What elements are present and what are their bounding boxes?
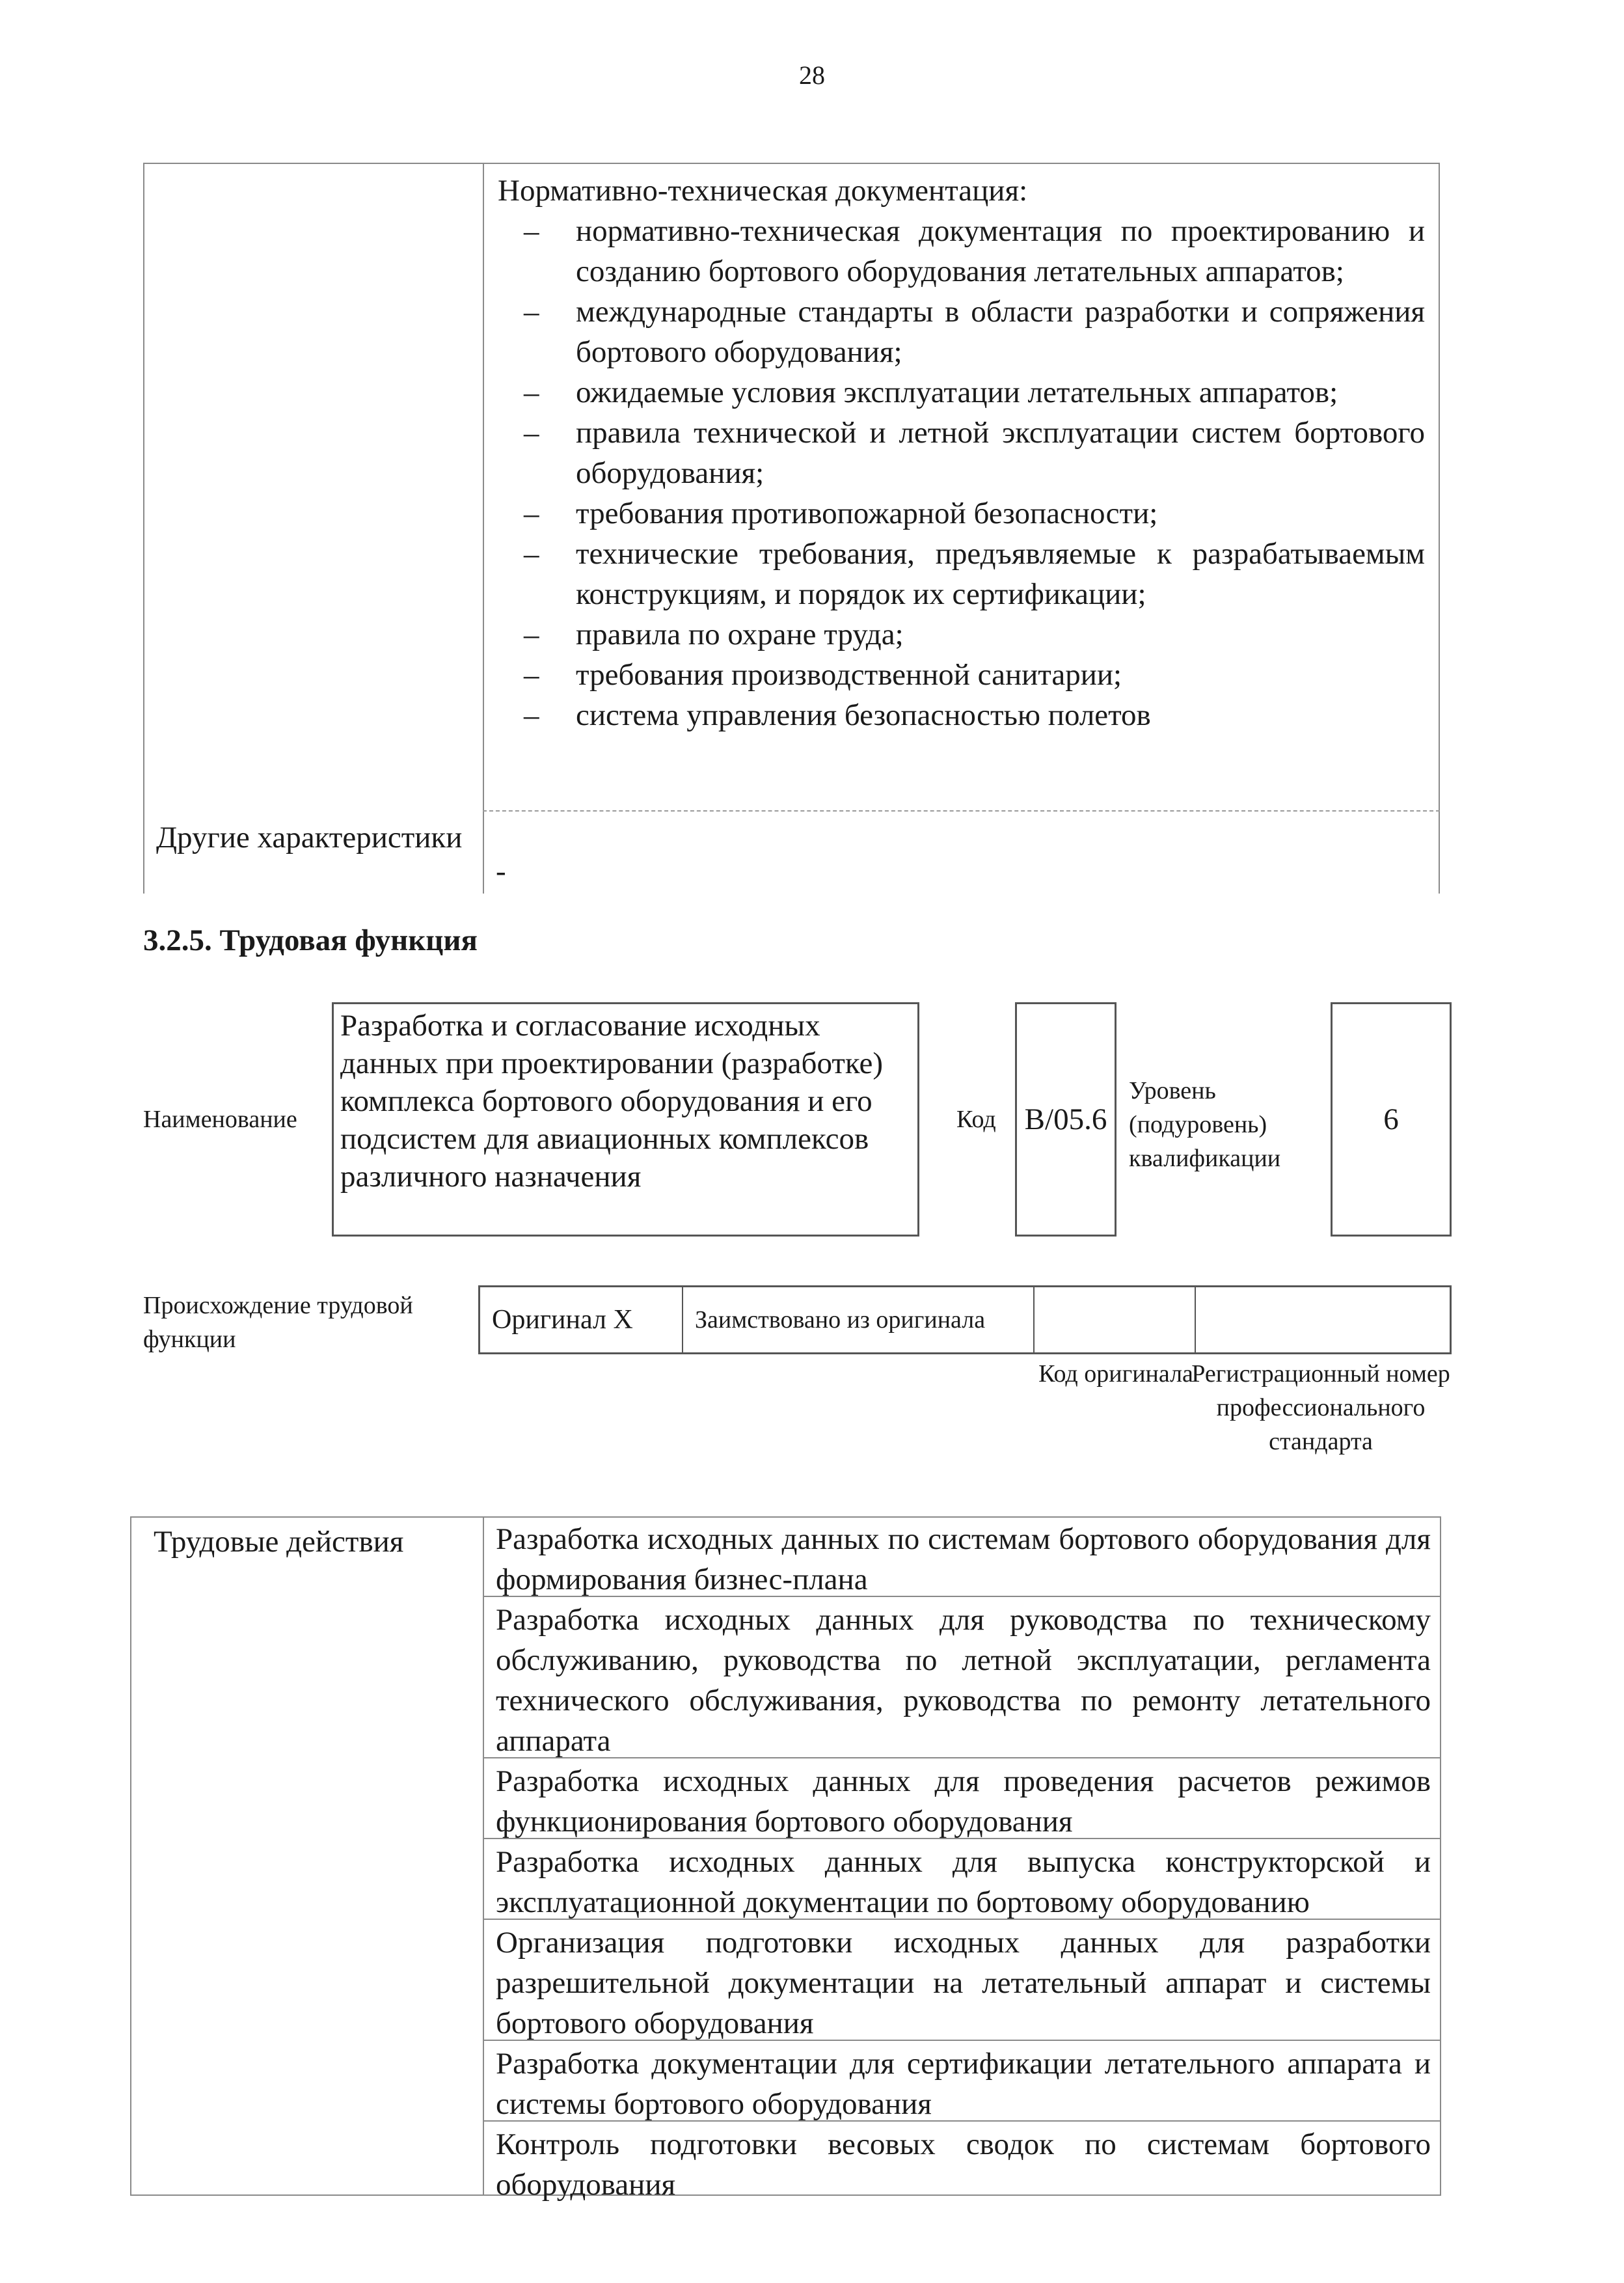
qualification-level-box: 6	[1331, 1002, 1452, 1237]
qualification-level-label: Уровень (подуровень) квалификации	[1129, 1077, 1281, 1172]
labor-actions-label: Трудовые действия	[154, 1525, 404, 1559]
table-divider	[483, 163, 484, 894]
function-name-box: Разработка и согласование исходных данных при проектировании (разработке) комплекса бортового оборудования и его подсистем для авиационных комплексов различного назначения	[332, 1002, 919, 1237]
original-code-cell	[1035, 1287, 1196, 1352]
list-item: – ожидаемые условия эксплуатации летательных аппаратов;	[524, 376, 1338, 409]
list-item: – требования противопожарной безопасности;	[524, 497, 1158, 530]
list-item: – правила технической и летной эксплуатации систем бортового оборудования;	[524, 416, 1425, 490]
table-row: Разработка исходных данных для выпуска конструкторской и эксплуатационной документации по бортовому оборудованию	[484, 1839, 1441, 1920]
section-title: 3.2.5. Трудовая функция	[143, 923, 478, 957]
table-divider	[483, 810, 1440, 812]
table-row: Разработка исходных данных по системам бортового оборудования для формирования бизнес-плана	[484, 1516, 1441, 1597]
original-cell: Оригинал X	[480, 1287, 683, 1352]
normative-docs-cell	[498, 171, 1425, 735]
code-label: Код	[956, 1106, 996, 1133]
table-row: Организация подготовки исходных данных для разработки разрешительной документации на летательный аппарат и системы бортового оборудования	[484, 1920, 1441, 2041]
name-label: Наименование	[143, 1106, 297, 1133]
labor-actions-rows	[484, 1516, 1441, 2202]
reg-number-cell	[1196, 1287, 1450, 1352]
table-row: Разработка исходных данных для проведения расчетов режимов функционирования бортового оборудования	[484, 1758, 1441, 1839]
other-characteristics-value: -	[496, 854, 506, 888]
reg-number-caption: Регистрационный номер профессионального стандарта	[1191, 1360, 1450, 1455]
origin-row	[478, 1285, 1452, 1354]
list-item: – система управления безопасностью полетов	[524, 698, 1151, 732]
code-value-box: B/05.6	[1015, 1002, 1116, 1237]
origin-label: Происхождение трудовой функции	[143, 1292, 413, 1353]
list-item: – нормативно-техническая документация по проектированию и созданию бортового оборудования летательных аппаратов;	[524, 214, 1425, 288]
original-code-caption: Код оригинала	[1038, 1360, 1193, 1388]
list-item: – правила по охране труда;	[524, 618, 904, 651]
table-row: Разработка исходных данных для руководства по техническому обслуживанию, руководства по летной эксплуатации, регламента технического обслуживания, руководства по ремонту летательного аппарата	[484, 1597, 1441, 1758]
normative-docs-heading: Нормативно-техническая документация:	[498, 174, 1028, 208]
list-item: – требования производственной санитарии;	[524, 658, 1122, 692]
page-number: 28	[799, 61, 825, 90]
list-item: – международные стандарты в области разработки и сопряжения бортового оборудования;	[524, 295, 1425, 369]
other-characteristics-label: Другие характеристики	[156, 821, 463, 854]
table-row: Контроль подготовки весовых сводок по системам бортового оборудования	[496, 2127, 1431, 2202]
borrowed-cell: Заимствовано из оригинала	[683, 1287, 1035, 1352]
table-row: Разработка документации для сертификации летательного аппарата и системы бортового оборудования	[484, 2041, 1441, 2122]
list-item: – технические требования, предъявляемые к разрабатываемым конструкциям, и порядок их сертификации;	[524, 537, 1425, 611]
